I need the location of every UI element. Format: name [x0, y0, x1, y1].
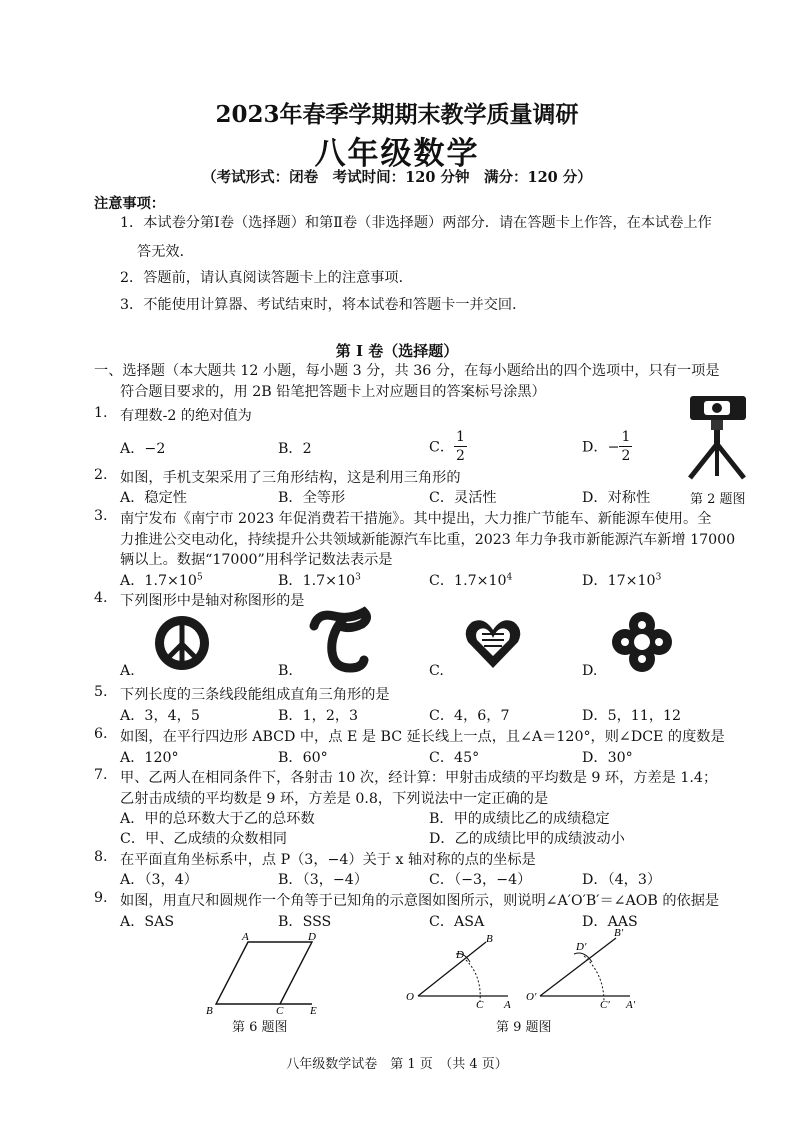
q2-number: 2. [94, 467, 108, 483]
q8-option-b: B．（3，−4） [278, 872, 369, 888]
q4-option-a: A. [120, 663, 135, 679]
q6-option-a: A．120° [120, 750, 179, 766]
notice-item-2: 2．答题前，请认真阅读答题卡上的注意事项． [120, 270, 413, 286]
q2-option-d: D．对称性 [582, 490, 651, 506]
notice-item-3: 3．不能使用计算器、考试结束时，将本试卷和答题卡一并交回． [120, 297, 527, 313]
q6-stem: 如图，在平行四边形 ABCD 中，点 E 是 BC 延长线上一点，且∠A＝120°，则∠DCE 的度数是 [120, 729, 725, 745]
exam-title-subject: 八年级数学 [314, 136, 480, 172]
q9-option-b: B．SSS [278, 914, 332, 930]
exam-title-line1: 2023年春季学期期末教学质量调研 [215, 101, 579, 128]
q6-option-b: B．60° [278, 750, 328, 766]
q7-option-a: A．甲的总环数大于乙的总环数 [120, 811, 315, 827]
q2-figure-caption: 第 2 题图 [690, 492, 746, 507]
q5-option-c: C．4，6，7 [429, 708, 510, 724]
q5-option-a: A．3，4，5 [120, 708, 200, 724]
q4-option-c-heart-hand-icon [462, 612, 524, 674]
q3-option-d: D．$17\times 10^3$ [582, 572, 662, 589]
q4-option-d-knot-icon [610, 610, 674, 674]
q1-option-c [429, 428, 467, 465]
q4-option-b: B. [278, 663, 293, 679]
q7-option-b: B．甲的成绩比乙的成绩稳定 [429, 811, 610, 827]
q4-stem: 下列图形中是轴对称图形的是 [120, 593, 305, 609]
q1-option-d-label: D．− [582, 439, 620, 456]
q9-figure-caption: 第 9 题图 [496, 1020, 552, 1035]
q5-option-b: B．1，2，3 [278, 708, 359, 724]
q9-label-c: C [476, 999, 484, 1011]
q1-stem: 有理数-2 的绝对值为 [120, 408, 252, 424]
q9-angle-figure-original [404, 932, 522, 1012]
q9-label-a-prime: A′ [626, 999, 636, 1011]
q6-label-a: A [242, 931, 249, 943]
page-footer: 八年级数学试卷 第 1 页 （共 4 页） [286, 1057, 508, 1072]
q4-option-b-telecom-logo-icon [310, 608, 372, 674]
q5-number: 5. [94, 684, 108, 700]
q9-label-o-prime: O′ [526, 991, 537, 1003]
q2-stem: 如图，手机支架采用了三角形结构，这是利用三角形的 [120, 470, 461, 486]
q3-line3: 辆以上。数据“17000”用科学记数法表示是 [120, 552, 393, 568]
q6-label-b: B [206, 1005, 213, 1017]
q6-number: 6. [94, 726, 108, 742]
q9-option-c: C．ASA [429, 914, 485, 930]
phone-stand-image [684, 392, 752, 482]
q6-parallelogram-figure [200, 930, 340, 1020]
q3-option-a: A．$1.7\times 10^5$ [120, 572, 203, 589]
q7-number: 7. [94, 767, 108, 783]
q4-option-c: C. [429, 663, 444, 679]
q8-option-a: A．（3，4） [120, 872, 198, 888]
q6-figure-caption: 第 6 题图 [232, 1020, 288, 1035]
q9-label-b-prime: B′ [614, 927, 624, 939]
section-intro-line1: 一、选择题（本大题共 12 小题，每小题 3 分，共 36 分，在每小题给出的四个选项中，只有一项是 [94, 363, 720, 379]
q7-option-c: C．甲、乙成绩的众数相同 [120, 831, 287, 847]
q9-label-d: D [456, 949, 464, 961]
notice-item-1-cont: 答无效． [137, 244, 194, 260]
q9-number: 9. [94, 890, 108, 906]
q9-option-d: D．AAS [582, 914, 638, 930]
q2-option-a: A．稳定性 [120, 490, 187, 506]
q3-line1: 南宁发布《南宁市 2023 年促消费若干措施》。其中提出，大力推广节能车、新能源车使用。全 [120, 511, 712, 527]
q9-label-o: O [406, 991, 414, 1003]
q9-label-b: B [486, 933, 493, 945]
q8-stem: 在平面直角坐标系中，点 P（3，−4）关于 x 轴对称的点的坐标是 [120, 852, 536, 868]
notice-heading: 注意事项： [94, 196, 165, 212]
section-intro-line2: 符合题目要求的，用 2B 铅笔把答题卡上对应题目的答案标号涂黑） [120, 384, 546, 400]
q1-option-a: A．−2 [120, 441, 166, 457]
q9-option-a: A．SAS [120, 914, 175, 930]
q1-option-d-fraction: $\frac{1}{2}$ [621, 429, 631, 464]
q9-label-a: A [504, 999, 511, 1011]
q6-label-d: D [308, 931, 316, 943]
q6-label-e: E [310, 1005, 317, 1017]
q4-number: 4. [94, 590, 108, 606]
q6-option-c: C．45° [429, 750, 480, 766]
q4-option-d: D. [582, 663, 598, 679]
q7-line1: 甲、乙两人在相同条件下，各射击 10 次，经计算：甲射击成绩的平均数是 9 环，方差是 1.4； [120, 770, 718, 786]
q1-number: 1. [94, 405, 108, 421]
q4-option-a-peace-symbol-icon [153, 614, 211, 672]
q1-option-c-label: C． [429, 439, 455, 456]
q9-label-c-prime: C′ [600, 999, 610, 1011]
q7-option-d: D．乙的成绩比甲的成绩波动小 [429, 831, 625, 847]
q1-option-b: B．2 [278, 441, 312, 457]
q3-option-c: C．$1.7\times 10^4$ [429, 572, 513, 589]
q6-option-d: D．30° [582, 750, 633, 766]
q3-line2: 力推进公交电动化，持续提升公共领域新能源汽车比重，2023 年力争我市新能源汽车新增 17000 [120, 532, 736, 548]
q9-label-d-prime: D′ [576, 941, 587, 953]
q6-label-c: C [276, 1005, 284, 1017]
q9-stem: 如图，用直尺和圆规作一个角等于已知角的示意图如图所示，则说明∠A′O′B′＝∠AOB 的依据是 [120, 893, 720, 909]
q8-option-c: C．（−3，−4） [429, 872, 532, 888]
q5-stem: 下列长度的三条线段能组成直角三角形的是 [120, 687, 390, 703]
notice-item-1: 1．本试卷分第Ⅰ卷（选择题）和第Ⅱ卷（非选择题）两部分．请在答题卡上作答，在本试卷上作 [120, 215, 712, 231]
q8-number: 8. [94, 849, 108, 865]
q8-option-d: D．（4，3） [582, 872, 662, 888]
q9-angle-figure-copy [526, 926, 646, 1012]
q1-option-d [582, 428, 632, 465]
q7-line2: 乙射击成绩的平均数是 9 环，方差是 0.8，下列说法中一定正确的是 [120, 791, 549, 807]
q1-option-c-fraction: $\frac{1}{2}$ [456, 429, 465, 464]
q3-number: 3. [94, 508, 108, 524]
q2-option-c: C．灵活性 [429, 490, 497, 506]
section-heading: 第 Ⅰ 卷（选择题） [335, 342, 459, 360]
q2-option-b: B．全等形 [278, 490, 346, 506]
q3-option-b: B．$1.7\times 10^3$ [278, 572, 361, 589]
exam-info: （考试形式：闭卷 考试时间：120 分钟 满分：120 分） [202, 169, 592, 186]
q5-option-d: D．5，11，12 [582, 708, 682, 724]
